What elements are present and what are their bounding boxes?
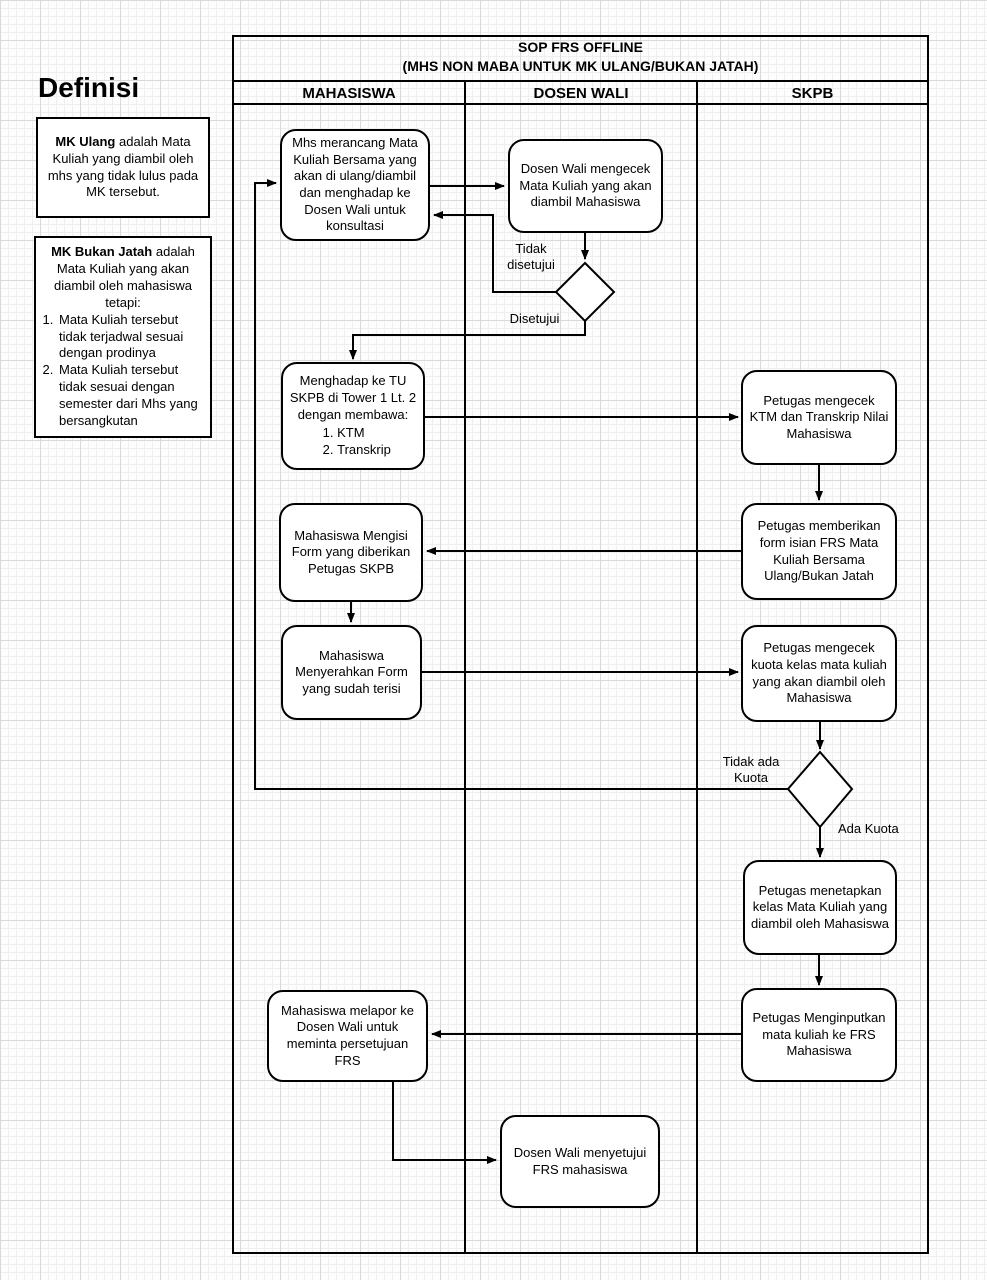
flow-node-text: Petugas Menginputkan mata kuliah ke FRS Mahasiswa [752, 1010, 886, 1059]
flow-node-text: Dosen Wali menyetujui FRS mahasiswa [513, 1144, 647, 1177]
definitions-title: Definisi [38, 72, 140, 103]
flow-node-mhs-serah-form [281, 625, 422, 720]
definition-box-mk-ulang [36, 117, 210, 218]
flow-node-dosen-setujui-frs [500, 1115, 660, 1208]
lane-header-mahasiswa: MAHASISWA [302, 85, 396, 102]
flow-node-list-item: 2. Transkrip [337, 442, 391, 459]
flow-node-petugas-beri-form [741, 503, 897, 600]
definition-list-item: 1. Mata Kuliah tersebut tidak terjadwal sesuai dengan prodinya [57, 312, 206, 363]
edge-label-ada-kuota: Ada Kuota [838, 821, 899, 836]
flow-node-mhs-isi-form [279, 503, 423, 602]
flowchart-title-line2: (MHS NON MABA UNTUK MK ULANG/BUKAN JATAH) [402, 57, 759, 74]
flowchart-title [233, 38, 928, 76]
edge-label-tidak-ada-kuota: Tidak ada Kuota [722, 754, 780, 786]
flowchart-title-line1: SOP FRS OFFLINE [518, 39, 643, 55]
definition-text-mk-ulang: adalah Mata Kuliah yang diambil oleh mhs yang tidak lulus pada MK tersebut. [47, 133, 199, 200]
flow-node-text: Mahasiswa Mengisi Form yang diberikan Petugas SKPB [291, 527, 411, 576]
flow-node-list-item: 1. KTM [337, 425, 391, 442]
flow-node-petugas-cek-kuota [741, 625, 897, 722]
lane-header-dosen-wali: DOSEN WALI [533, 85, 629, 102]
flow-node-text: Petugas menetapkan kelas Mata Kuliah yang diambil oleh Mahasiswa [751, 882, 890, 931]
flow-node-petugas-input-frs [741, 988, 897, 1082]
flow-node-petugas-cek-ktm [741, 370, 897, 465]
definition-text-mk-bukan-jatah: adalah Mata Kuliah yang akan diambil oleh mahasiswa tetapi: [53, 244, 195, 310]
flow-node-menghadap-tu [281, 362, 425, 470]
flow-node-text: Dosen Wali mengecek Mata Kuliah yang akan diambil Mahasiswa [519, 161, 652, 210]
edge-lapor-to-setujui [393, 1082, 496, 1160]
flow-node-text: Mhs merancang Mata Kuliah Bersama yang akan di ulang/diambil dan menghadap ke Dosen Wali untuk konsultasi [292, 135, 418, 234]
flow-node-text: Menghadap ke TU SKPB di Tower 1 Lt. 2 dengan membawa: [289, 373, 417, 422]
edge-label-tidak-disetujui: Tidak disetujui [507, 241, 555, 273]
decision-diamond-kuota [788, 752, 852, 827]
definition-list-item: 2. Mata Kuliah tersebut tidak sesuai dengan semester dari Mhs yang bersangkutan [57, 362, 206, 430]
flow-node-text: Petugas mengecek kuota kelas mata kuliah yang akan diambil oleh Mahasiswa [751, 640, 887, 706]
definition-box-mk-bukan-jatah [34, 236, 212, 438]
flow-node-text: Petugas mengecek KTM dan Transkrip Nilai Mahasiswa [749, 392, 889, 441]
lane-header-skpb: SKPB [791, 85, 834, 102]
flow-node-mhs-merancang [280, 129, 430, 241]
flow-node-dosen-cek-mk [508, 139, 663, 233]
flow-node-text: Petugas memberikan form isian FRS Mata Kuliah Bersama Ulang/Bukan Jatah [757, 518, 881, 584]
edge-label-disetujui: Disetujui [509, 311, 560, 326]
flow-node-mhs-lapor-dosen [267, 990, 428, 1082]
flow-node-text: Mahasiswa Menyerahkan Form yang sudah terisi [295, 647, 408, 696]
flow-node-petugas-tetapkan-kelas [743, 860, 897, 955]
flow-node-text: Mahasiswa melapor ke Dosen Wali untuk meminta persetujuan FRS [281, 1002, 414, 1068]
definition-term-mk-ulang: MK Ulang [55, 133, 116, 149]
flow-node-list [315, 425, 391, 458]
definition-term-mk-bukan-jatah: MK Bukan Jatah [51, 244, 153, 260]
definition-list [40, 312, 206, 430]
